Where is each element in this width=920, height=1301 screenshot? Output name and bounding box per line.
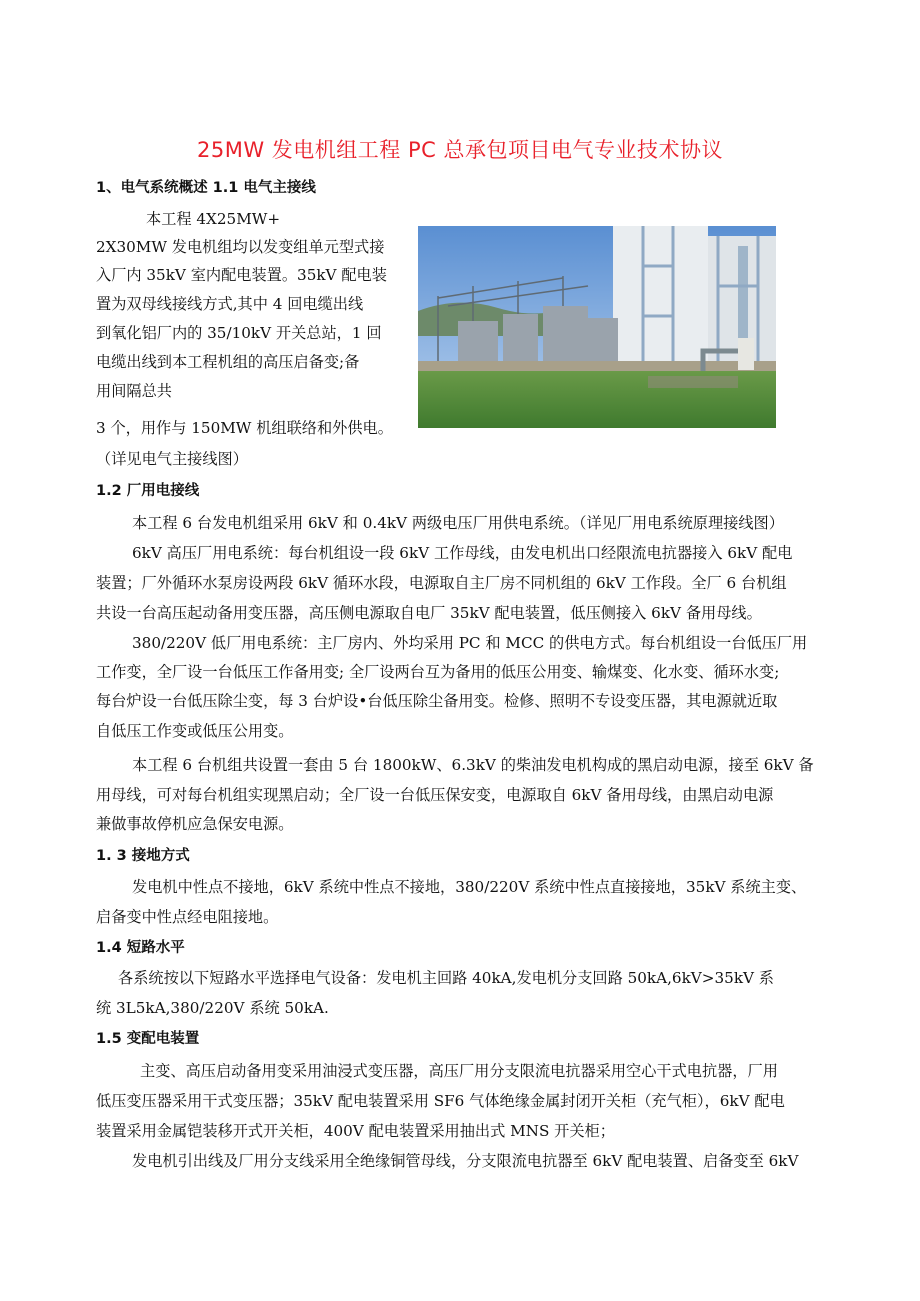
paragraph-line: 各系统按以下短路水平选择电气设备：发电机主回路 40kA,发电机分支回路 50kA,6kV>35kV 系 — [118, 969, 774, 987]
paragraph-line: 2X30MW 发电机组均以发变组单元型式接 — [96, 238, 385, 256]
paragraph-line: 装置采用金属铠装移开式开关柜，400V 配电装置采用抽出式 MNS 开关柜； — [96, 1122, 615, 1140]
paragraph-line: 兼做事故停机应急保安电源。 — [96, 815, 294, 833]
document-title: 25MW 发电机组工程 PC 总承包项目电气专业技术协议 — [197, 138, 723, 162]
paragraph-line: 装置；厂外循环水泵房设两段 6kV 循环水段，电源取自主厂房不同机组的 6kV 工作段。全厂 6 台机组 — [96, 574, 787, 592]
paragraph-line: 电缆出线到本工程机组的高压启备变;备 — [96, 353, 360, 371]
section-heading-1-2: 1.2 厂用电接线 — [96, 483, 200, 499]
paragraph-line: 3 个，用作与 150MW 机组联络和外供电。 — [96, 419, 393, 437]
paragraph-line: 用母线，可对每台机组实现黑启动；全厂设一台低压保安变，电源取自 6kV 备用母线，由黑启动电源 — [96, 786, 774, 804]
paragraph-line: 低压变压器采用干式变压器；35kV 配电装置采用 SF6 气体绝缘金属封闭开关柜（充气柜），6kV 配电 — [96, 1092, 785, 1110]
paragraph-line: 本工程 6 台发电机组采用 6kV 和 0.4kV 两级电压厂用供电系统。（详见厂用电系统原理接线图） — [132, 514, 784, 532]
section-heading-1: 1、电气系统概述 1.1 电气主接线 — [96, 180, 316, 196]
paragraph-line: 发电机引出线及厂用分支线采用全绝缘铜管母线，分支限流电抗器至 6kV 配电装置、启备变至 6kV — [132, 1152, 799, 1170]
section-heading-1-3: 1. 3 接地方式 — [96, 848, 190, 864]
paragraph-line: 启备变中性点经电阻接地。 — [96, 908, 279, 926]
section-heading-1-5: 1.5 变配电装置 — [96, 1031, 200, 1047]
paragraph-line: 工作变，全厂设一台低压工作备用变; 全厂设两台互为备用的低压公用变、输煤变、化水变、循环水变; — [96, 663, 780, 681]
paragraph-line: 380/220V 低厂用电系统：主厂房内、外均采用 PC 和 MCC 的供电方式。每台机组设一台低压厂用 — [132, 634, 808, 652]
paragraph-line: 共设一台高压起动备用变压器，高压侧电源取自电厂 35kV 配电装置，低压侧接入 6kV 备用母线。 — [96, 604, 762, 622]
paragraph-line: 本工程 4X25MW+ — [146, 210, 281, 228]
paragraph-line: 到氧化铝厂内的 35/10kV 开关总站，1 回 — [96, 324, 382, 342]
paragraph-line: 统 3L5kA,380/220V 系统 50kA. — [96, 999, 329, 1017]
paragraph-line: 每台炉设一台低压除尘变，每 3 台炉设•台低压除尘备用变。检修、照明不专设变压器，其电源就近取 — [96, 692, 778, 710]
paragraph-line: 主变、高压启动备用变采用油浸式变压器，高压厂用分支限流电抗器采用空心干式电抗器，厂用 — [140, 1062, 778, 1080]
paragraph-line: 6kV 高压厂用电系统：每台机组设一段 6kV 工作母线，由发电机出口经限流电抗器接入 6kV 配电 — [132, 544, 793, 562]
paragraph-line: （详见电气主接线图） — [96, 450, 248, 468]
paragraph-line: 置为双母线接线方式,其中 4 回电缆出线 — [96, 295, 364, 313]
paragraph-line: 用间隔总共 — [96, 382, 172, 400]
paragraph-line: 发电机中性点不接地，6kV 系统中性点不接地，380/220V 系统中性点直接接地，35kV 系统主变、 — [132, 878, 807, 896]
substation-photo — [418, 226, 776, 428]
paragraph-line: 本工程 6 台机组共设置一套由 5 台 1800kW、6.3kV 的柴油发电机构成的黑启动电源，接至 6kV 备 — [132, 756, 814, 774]
paragraph-line: 自低压工作变或低压公用变。 — [96, 722, 294, 740]
section-heading-1-4: 1.4 短路水平 — [96, 940, 185, 956]
paragraph-line: 入厂内 35kV 室内配电装置。35kV 配电装 — [96, 266, 387, 284]
